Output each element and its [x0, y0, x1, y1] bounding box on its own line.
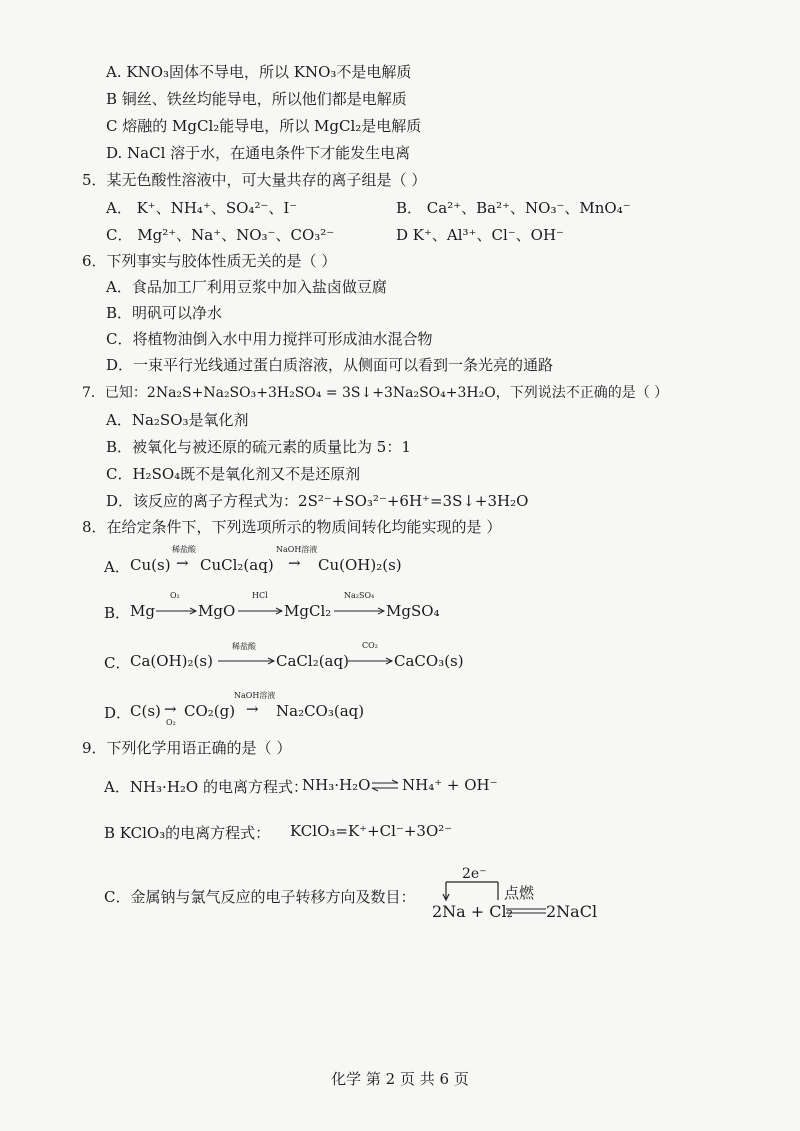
- arrow-icon: [334, 602, 384, 612]
- q5-option-d: D K⁺、Al³⁺、Cl⁻、OH⁻: [396, 226, 564, 244]
- q5-option-c: C． Mg²⁺、Na⁺、NO₃⁻、CO₃²⁻: [106, 226, 335, 244]
- q8d-species-3: Na₂CO₃(aq): [276, 702, 365, 720]
- q8-stem: 8．在给定条件下，下列选项所示的物质间转化均能实现的是 ）: [82, 518, 502, 536]
- q6-option-a: A．食品加工厂利用豆浆中加入盐卤做豆腐: [106, 278, 387, 296]
- q8a-species-3: Cu(OH)₂(s): [318, 556, 402, 574]
- q4-option-d: D. NaCl 溶于水，在通电条件下才能发生电离: [106, 144, 411, 162]
- q9c-electron-count: 2e⁻: [462, 866, 487, 882]
- q4-option-c: C 熔融的 MgCl₂能导电，所以 MgCl₂是电解质: [106, 117, 422, 135]
- reaction-equals-icon: [506, 906, 546, 916]
- equilibrium-arrow-icon: [372, 778, 398, 792]
- q5-option-b: B． Ca²⁺、Ba²⁺、NO₃⁻、MnO₄⁻: [396, 199, 631, 217]
- q6-stem: 6．下列事实与胶体性质无关的是（ ）: [82, 252, 337, 270]
- q6-option-c: C．将植物油倒入水中用力搅拌可形成油水混合物: [106, 330, 433, 348]
- q9c-text: C．金属钠与氯气反应的电子转移方向及数目：: [104, 888, 416, 906]
- q8c-species-2: CaCl₂(aq): [276, 652, 349, 670]
- q8c-condition-1: 稀盐酸: [232, 642, 256, 651]
- q8d-condition-1: O₂: [166, 718, 176, 727]
- arrow-icon: [238, 602, 282, 612]
- arrow-icon: [218, 652, 274, 662]
- arrow-icon: [348, 652, 392, 662]
- q9a-eq-right: NH₄⁺ + OH⁻: [402, 776, 498, 794]
- q5-stem: 5．某无色酸性溶液中，可大量共存的离子组是（ ）: [82, 171, 427, 189]
- q9c-condition: 点燃: [504, 884, 535, 902]
- q8a-species-2: CuCl₂(aq): [200, 556, 274, 574]
- q8b-condition-3: Na₂SO₄: [344, 591, 375, 600]
- electron-transfer-bracket-icon: [446, 880, 500, 904]
- q8c-species-1: Ca(OH)₂(s): [130, 652, 213, 670]
- q8b-species-3: MgCl₂: [284, 602, 332, 620]
- q6-option-b: B．明矾可以净水: [106, 304, 223, 322]
- q8a-condition-2: NaOH溶液: [276, 545, 318, 554]
- q8a-condition-1: 稀盐酸: [172, 545, 196, 554]
- q7-option-a: A．Na₂SO₃是氧化剂: [106, 411, 249, 429]
- q8b-label: B．: [104, 604, 131, 622]
- q5-option-a: A． K⁺、NH₄⁺、SO₄²⁻、I⁻: [106, 199, 298, 217]
- q8d-species-2: CO₂(g): [184, 702, 236, 720]
- q7-option-b: B．被氧化与被还原的硫元素的质量比为 5：1: [106, 438, 411, 456]
- page-footer: 化学 第 2 页 共 6 页: [331, 1070, 469, 1088]
- q6-option-d: D．一束平行光线通过蛋白质溶液，从侧面可以看到一条光亮的通路: [106, 356, 554, 374]
- q8c-species-3: CaCO₃(s): [394, 652, 464, 670]
- arrow-icon: →: [164, 700, 177, 718]
- q8d-label: D．: [104, 704, 132, 722]
- q8b-condition-2: HCl: [252, 591, 268, 600]
- q8b-species-4: MgSO₄: [386, 602, 440, 620]
- q8a-label: A．: [104, 558, 130, 576]
- arrow-icon: →: [246, 700, 259, 718]
- q8c-condition-2: CO₂: [362, 641, 378, 650]
- q4-option-b: B 铜丝、铁丝均能导电，所以他们都是电解质: [106, 90, 407, 108]
- q7-stem: 7．已知：2Na₂S+Na₂SO₃+3H₂SO₄ = 3S↓+3Na₂SO₄+3H₂O，下列说法不正确的是（ ）: [82, 385, 669, 401]
- q9c-left: 2Na + Cl₂: [432, 902, 514, 921]
- q8b-condition-1: O₂: [170, 591, 180, 600]
- q9a-eq-left: NH₃·H₂O: [302, 776, 371, 794]
- q9b-text: B KClO₃的电离方程式：: [104, 824, 271, 842]
- q8a-species-1: Cu(s): [130, 556, 171, 574]
- q7-option-d: D．该反应的离子方程式为：2S²⁻+SO₃²⁻+6H⁺=3S↓+3H₂O: [106, 492, 529, 510]
- q8b-species-1: Mg: [130, 602, 155, 620]
- q8d-species-1: C(s): [130, 702, 161, 720]
- q8b-species-2: MgO: [198, 602, 236, 620]
- q8d-condition-2: NaOH溶液: [234, 691, 276, 700]
- q4-option-a: A. KNO₃固体不导电，所以 KNO₃不是电解质: [106, 63, 412, 81]
- q9a-text: A．NH₃·H₂O 的电离方程式：: [104, 778, 308, 796]
- q8c-label: C．: [104, 654, 131, 672]
- q9c-right: 2NaCl: [546, 902, 598, 921]
- arrow-icon: →: [288, 554, 301, 572]
- q9b-eq: KClO₃=K⁺+Cl⁻+3O²⁻: [290, 822, 453, 840]
- arrow-icon: [156, 602, 196, 612]
- arrow-icon: →: [176, 554, 189, 572]
- q9-stem: 9．下列化学用语正确的是（ ）: [82, 739, 292, 757]
- q7-option-c: C．H₂SO₄既不是氧化剂又不是还原剂: [106, 465, 361, 483]
